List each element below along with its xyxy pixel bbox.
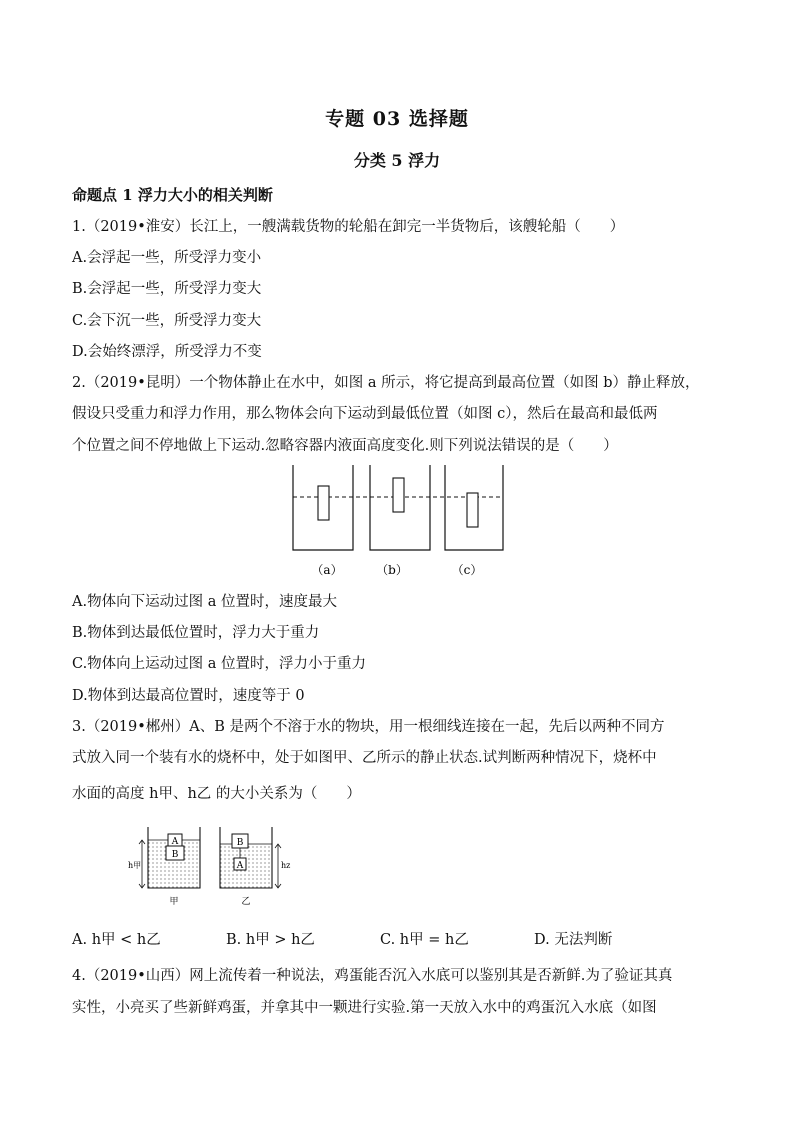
- figure-label-c: （c）: [451, 563, 483, 577]
- caption-left: 甲: [169, 897, 179, 907]
- q3-option-d: D. 无法判断: [534, 932, 613, 948]
- block-a-right-label: A: [236, 861, 244, 871]
- block-b-left-label: B: [171, 850, 179, 860]
- caption-right: 乙: [241, 897, 251, 907]
- q2-stem-line-3: 个位置之间不停地做上下运动.忽略容器内液面高度变化.则下列说法错误的是（ ）: [72, 438, 618, 454]
- block-a-left-label: A: [171, 837, 179, 847]
- q1-option-c: C.会下沉一些，所受浮力变大: [72, 313, 262, 329]
- object-a: [318, 486, 329, 520]
- q2-stem-line-2: 假设只受重力和浮力作用，那么物体会向下运动到最低位置（如图 c），然后在最高和最低两: [72, 406, 658, 422]
- page-title: 专题 03 选择题: [325, 108, 469, 130]
- object-c: [467, 493, 478, 527]
- q3-stem-line-2: 式放入同一个装有水的烧杯中，处于如图甲、乙所示的静止状态.试判断两种情况下，烧杯中: [72, 750, 657, 766]
- q2-option-b: B.物体到达最低位置时，浮力大于重力: [72, 625, 320, 641]
- figure-label-a: （a）: [311, 563, 343, 577]
- q3-figure-beakers: [128, 822, 293, 912]
- q2-option-d: D.物体到达最高位置时，速度等于 0: [72, 688, 305, 704]
- q3-stem-line-1: 3.（2019•郴州）A、B 是两个不溶于水的物块，用一根细线连接在一起，先后以两种不同方: [72, 719, 665, 735]
- q1-option-b: B.会浮起一些，所受浮力变大: [72, 281, 262, 297]
- figure-label-b: （b）: [376, 563, 408, 577]
- q2-figure-containers: [285, 460, 515, 585]
- q3-option-a: A. h甲 < h乙: [72, 932, 161, 948]
- page-subtitle: 分类 5 浮力: [353, 151, 441, 170]
- q1-option-a: A.会浮起一些，所受浮力变小: [72, 250, 262, 266]
- q1-stem: 1.（2019•淮安）长江上，一艘满载货物的轮船在卸完一半货物后，该艘轮船（ ）: [72, 219, 625, 235]
- q1-option-d: D.会始终漂浮，所受浮力不变: [72, 344, 262, 360]
- section-heading: 命题点 1 浮力大小的相关判断: [72, 186, 273, 204]
- block-b-right-label: B: [236, 838, 244, 848]
- object-b: [393, 478, 404, 512]
- q3-stem-line-3: 水面的高度 h甲、h乙 的大小关系为（ ）: [72, 786, 361, 802]
- q2-option-a: A.物体向下运动过图 a 位置时，速度最大: [72, 594, 337, 610]
- q2-option-c: C.物体向上运动过图 a 位置时，浮力小于重力: [72, 656, 367, 672]
- q3-option-b: B. h甲 > h乙: [226, 932, 315, 948]
- q3-option-c: C. h甲 = h乙: [380, 932, 469, 948]
- height-label-left: h甲: [128, 861, 142, 870]
- height-label-right: hz: [281, 861, 291, 870]
- q2-stem-line-1: 2.（2019•昆明）一个物体静止在水中，如图 a 所示，将它提高到最高位置（如图 b）静止释放，: [72, 375, 700, 391]
- q4-stem-line-2: 实性，小亮买了些新鲜鸡蛋，并拿其中一颗进行实验.第一天放入水中的鸡蛋沉入水底（如图: [72, 1000, 657, 1016]
- q4-stem-line-1: 4.（2019•山西）网上流传着一种说法，鸡蛋能否沉入水底可以鉴别其是否新鲜.为了验证其真: [72, 968, 673, 984]
